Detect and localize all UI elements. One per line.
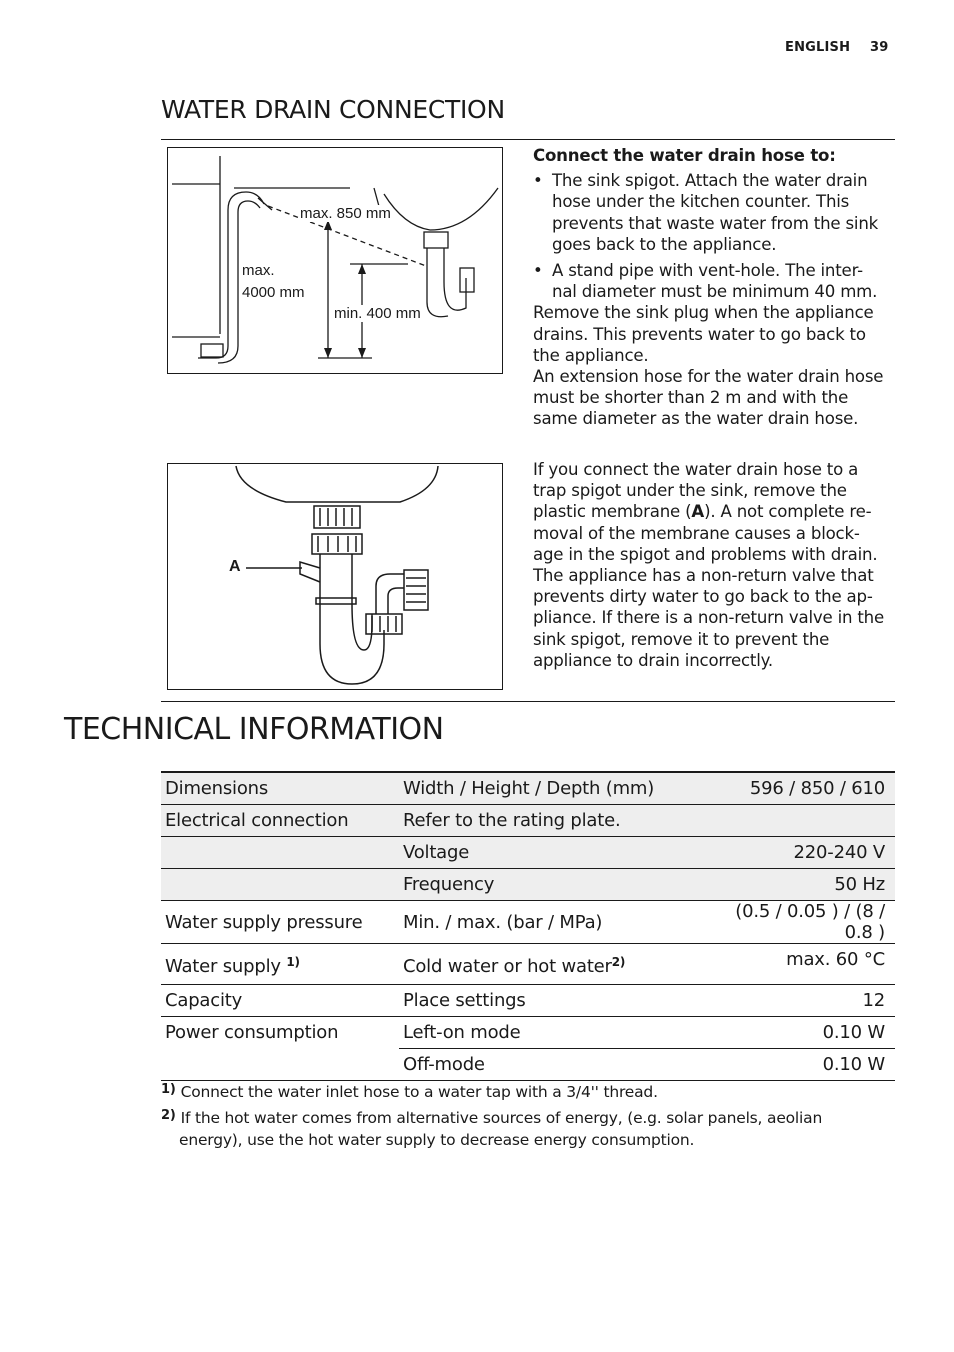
cell-parameter: Frequency — [399, 869, 713, 901]
footnote-mark: 2) — [161, 1108, 176, 1123]
membrane-text-pre: If you connect the water drain hose to a trap spigot under the sink, remove the plastic membrane ( — [533, 460, 859, 522]
footnote-text: If the hot water comes from alternative sources of energy, (e.g. solar panels, aeolian — [180, 1109, 823, 1127]
bullet-dot: • — [533, 171, 543, 191]
bullet-item — [533, 170, 885, 255]
bullet-text: The sink spigot. Attach the water drain hose under the kitchen counter. This prevents that waste water from the sink goes back to the appliance. — [552, 171, 879, 254]
trap-spigot-drawing — [168, 464, 502, 689]
cell-parameter: Refer to the rating plate. — [399, 805, 713, 837]
technical-info-table — [161, 771, 895, 1081]
table-row — [161, 901, 895, 944]
cell-value: 596 / 850 / 610 — [713, 772, 895, 805]
paragraph-non-return-valve: The appliance has a non-return valve that prevents dirty water to go back to the ap- pliance. If there is a non-return valve in the sink spigot, remove it to prevent the appliance to drain incorrectly. — [533, 566, 885, 670]
cell-label: Water supply pressure — [161, 901, 399, 944]
footnote-mark: 1) — [161, 1082, 176, 1097]
footnote-1 — [161, 1082, 861, 1104]
drain-height-drawing — [168, 148, 502, 373]
membrane-text-post: ). A not complete re- moval of the membrane causes a block- age in the spigot and problems with drain. — [533, 502, 878, 564]
cell-value: 50 Hz — [713, 869, 895, 901]
paragraph-extension-hose: An extension hose for the water drain hose must be shorter than 2 m and with the same diameter as the water drain hose. — [533, 367, 884, 429]
drain-intro: Connect the water drain hose to: — [533, 146, 836, 165]
trap-spigot-diagram — [167, 463, 503, 690]
cell-label: Power consumption — [161, 1017, 399, 1081]
cell-parameter: Width / Height / Depth (mm) — [399, 772, 713, 805]
cell-value: (0.5 / 0.05 ) / (8 / 0.8 ) — [713, 901, 895, 944]
bullet-text: A stand pipe with vent-hole. The inter- nal diameter must be minimum 40 mm. — [552, 261, 878, 302]
cell-parameter: Place settings — [399, 985, 713, 1017]
table-row — [161, 837, 895, 869]
cell-value: 0.10 W — [713, 1017, 895, 1049]
footnote-ref-1: 1) — [286, 955, 300, 969]
header-language: ENGLISH — [785, 40, 851, 55]
table-row — [161, 944, 895, 985]
table-row — [161, 805, 895, 837]
trap-spigot-instructions — [533, 459, 885, 671]
footnote-text: Connect the water inlet hose to a water tap with a 3/4'' thread. — [180, 1083, 658, 1101]
label-max-4000-line1: max. — [242, 262, 275, 279]
bullet-item — [533, 260, 885, 302]
cell-label: Dimensions — [161, 772, 399, 805]
table-row — [161, 1017, 895, 1049]
paragraph-remove-plug: Remove the sink plug when the appliance drains. This prevents water to go back to the appliance. — [533, 303, 874, 365]
divider — [161, 139, 895, 140]
table-row — [161, 985, 895, 1017]
table-row — [161, 869, 895, 901]
bullet-dot: • — [533, 261, 543, 281]
footnote-text-continued: energy), use the hot water supply to decrease energy consumption. — [179, 1131, 695, 1149]
cell-value: 0.10 W — [713, 1049, 895, 1081]
membrane-ref-a: A — [691, 502, 705, 522]
cell-parameter: Off-mode — [399, 1049, 713, 1081]
drain-instructions — [533, 145, 885, 430]
cell-value: 12 — [713, 985, 895, 1017]
drain-height-diagram — [167, 147, 503, 374]
cell-label: Electrical connection — [161, 805, 399, 837]
page-number: 39 — [870, 40, 889, 55]
table-row — [161, 772, 895, 805]
cell-label — [161, 944, 399, 985]
cell-label — [161, 837, 399, 869]
cell-label — [161, 869, 399, 901]
cell-parameter: Min. / max. (bar / MPa) — [399, 901, 713, 944]
cell-label: Capacity — [161, 985, 399, 1017]
section-title-technical-info: TECHNICAL INFORMATION — [64, 712, 444, 747]
label-max-850: max. 850 mm — [300, 205, 391, 222]
cell-parameter: Left-on mode — [399, 1017, 713, 1049]
label-a: A — [229, 558, 241, 575]
cell-value — [713, 805, 895, 837]
cell-value: 220-240 V — [713, 837, 895, 869]
footnote-ref-2: 2) — [611, 955, 626, 969]
footnote-2 — [161, 1108, 861, 1150]
divider — [161, 701, 895, 702]
cell-parameter: Voltage — [399, 837, 713, 869]
paragraph-membrane — [533, 459, 885, 565]
label-max-4000-line2: 4000 mm — [242, 284, 305, 301]
label-min-400: min. 400 mm — [334, 305, 421, 322]
cell-parameter-text: Cold water or hot water — [403, 956, 612, 977]
cell-parameter — [399, 944, 713, 985]
cell-label-text: Water supply — [165, 956, 281, 977]
label-max-4000 — [242, 260, 305, 304]
cell-value: max. 60 °C — [713, 944, 895, 985]
section-title-water-drain: WATER DRAIN CONNECTION — [161, 95, 505, 124]
